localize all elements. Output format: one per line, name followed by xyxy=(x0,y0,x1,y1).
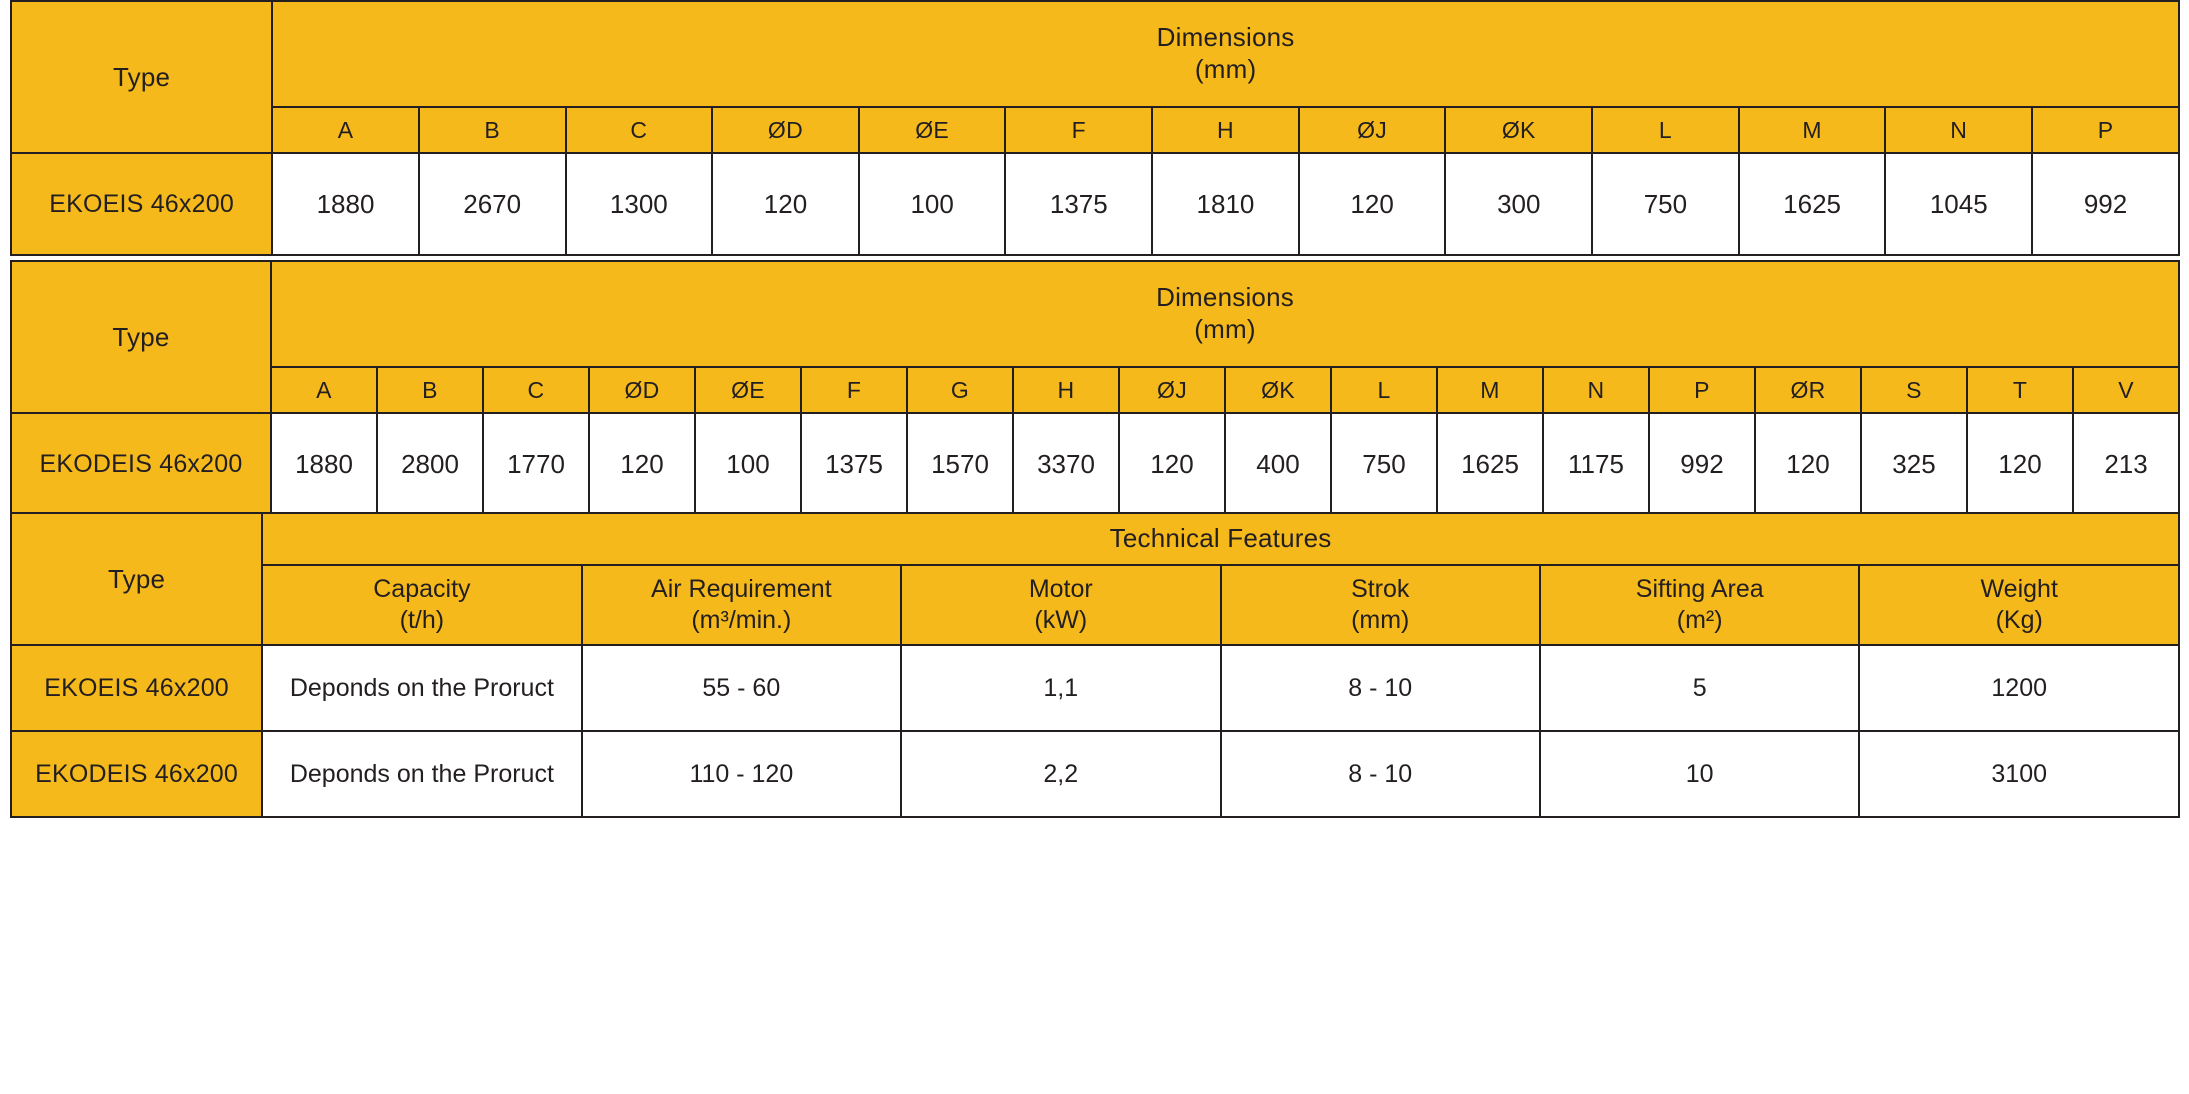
row-label-type: EKODEIS 46x200 xyxy=(11,413,271,515)
capacity-label: Capacity xyxy=(373,574,471,603)
column-header-t: T xyxy=(1967,367,2073,413)
cell-f: 1375 xyxy=(1005,153,1152,255)
table-row xyxy=(11,731,2179,817)
column-header-type: Type xyxy=(11,1,272,153)
dimensions-group-label: Dimensions xyxy=(1156,282,1294,313)
column-header-air-requirement xyxy=(582,565,901,645)
table-header-row-columns xyxy=(11,565,2179,645)
column-header-motor xyxy=(901,565,1220,645)
table-header-row-group xyxy=(11,1,2179,107)
cell-m: 1625 xyxy=(1739,153,1886,255)
column-header-c: C xyxy=(566,107,713,153)
cell-h: 1810 xyxy=(1152,153,1299,255)
cell-od: 120 xyxy=(589,413,695,515)
column-header-capacity xyxy=(262,565,581,645)
cell-g: 1570 xyxy=(907,413,1013,515)
table-row xyxy=(11,153,2179,255)
table-header-row-columns xyxy=(11,107,2179,153)
cell-sifting-area: 10 xyxy=(1540,731,1859,817)
column-header-f: F xyxy=(801,367,907,413)
column-header-s: S xyxy=(1861,367,1967,413)
column-header-ok: ØK xyxy=(1225,367,1331,413)
column-header-p: P xyxy=(1649,367,1755,413)
column-header-technical-features-group: Technical Features xyxy=(262,513,2179,565)
cell-s: 325 xyxy=(1861,413,1967,515)
column-header-or: ØR xyxy=(1755,367,1861,413)
dimensions-group-unit: (mm) xyxy=(1194,54,1257,84)
column-header-sifting-area xyxy=(1540,565,1859,645)
cell-capacity: Deponds on the Proruct xyxy=(262,645,581,731)
cell-air-requirement: 110 - 120 xyxy=(582,731,901,817)
cell-oe: 100 xyxy=(859,153,1006,255)
column-header-n: N xyxy=(1543,367,1649,413)
column-header-oj: ØJ xyxy=(1299,107,1446,153)
weight-unit: (Kg) xyxy=(1995,606,2043,634)
cell-sifting-area: 5 xyxy=(1540,645,1859,731)
cell-motor: 2,2 xyxy=(901,731,1220,817)
table-header-row-group xyxy=(11,513,2179,565)
cell-h: 3370 xyxy=(1013,413,1119,515)
row-label-type: EKOEIS 46x200 xyxy=(11,645,262,731)
column-header-type: Type xyxy=(11,261,271,413)
cell-v: 213 xyxy=(2073,413,2179,515)
cell-oj: 120 xyxy=(1299,153,1446,255)
column-header-a: A xyxy=(271,367,377,413)
dimensions-table-ekodeis xyxy=(10,260,2180,516)
cell-od: 120 xyxy=(712,153,859,255)
cell-oe: 100 xyxy=(695,413,801,515)
cell-p: 992 xyxy=(2032,153,2179,255)
motor-label: Motor xyxy=(1028,574,1093,603)
dimensions-group-label: Dimensions xyxy=(1156,22,1295,53)
cell-motor: 1,1 xyxy=(901,645,1220,731)
cell-a: 1880 xyxy=(272,153,419,255)
cell-t: 120 xyxy=(1967,413,2073,515)
capacity-unit: (t/h) xyxy=(399,606,445,634)
dimensions-table-block-ekoeis xyxy=(10,0,2180,256)
cell-oj: 120 xyxy=(1119,413,1225,515)
sifting-area-label: Sifting Area xyxy=(1635,574,1764,603)
cell-p: 992 xyxy=(1649,413,1755,515)
column-header-dimensions-group xyxy=(272,1,2179,107)
column-header-h: H xyxy=(1013,367,1119,413)
technical-features-table-block xyxy=(10,512,2180,818)
cell-strok: 8 - 10 xyxy=(1221,731,1540,817)
column-header-oe: ØE xyxy=(859,107,1006,153)
row-label-type: EKOEIS 46x200 xyxy=(11,153,272,255)
cell-weight: 3100 xyxy=(1859,731,2179,817)
column-header-strok xyxy=(1221,565,1540,645)
column-header-oj: ØJ xyxy=(1119,367,1225,413)
cell-b: 2670 xyxy=(419,153,566,255)
cell-m: 1625 xyxy=(1437,413,1543,515)
column-header-b: B xyxy=(377,367,483,413)
column-header-p: P xyxy=(2032,107,2179,153)
dimensions-table-block-ekodeis xyxy=(10,260,2180,516)
cell-ok: 400 xyxy=(1225,413,1331,515)
column-header-ok: ØK xyxy=(1445,107,1592,153)
column-header-b: B xyxy=(419,107,566,153)
strok-unit: (mm) xyxy=(1351,606,1410,634)
column-header-v: V xyxy=(2073,367,2179,413)
cell-c: 1300 xyxy=(566,153,713,255)
strok-label: Strok xyxy=(1351,574,1410,603)
motor-unit: (kW) xyxy=(1034,606,1088,634)
weight-label: Weight xyxy=(1980,574,2058,603)
column-header-weight xyxy=(1859,565,2179,645)
table-header-row-group xyxy=(11,261,2179,367)
cell-or: 120 xyxy=(1755,413,1861,515)
table-row xyxy=(11,413,2179,515)
cell-a: 1880 xyxy=(271,413,377,515)
dimensions-table-ekoeis xyxy=(10,0,2180,256)
column-header-l: L xyxy=(1331,367,1437,413)
technical-features-table xyxy=(10,512,2180,818)
table-header-row-columns xyxy=(11,367,2179,413)
column-header-a: A xyxy=(272,107,419,153)
column-header-type: Type xyxy=(11,513,262,645)
column-header-dimensions-group xyxy=(271,261,2179,367)
column-header-od: ØD xyxy=(589,367,695,413)
cell-n: 1175 xyxy=(1543,413,1649,515)
sifting-area-unit: (m²) xyxy=(1676,606,1723,634)
cell-weight: 1200 xyxy=(1859,645,2179,731)
column-header-oe: ØE xyxy=(695,367,801,413)
column-header-c: C xyxy=(483,367,589,413)
cell-n: 1045 xyxy=(1885,153,2032,255)
column-header-l: L xyxy=(1592,107,1739,153)
column-header-g: G xyxy=(907,367,1013,413)
cell-b: 2800 xyxy=(377,413,483,515)
column-header-od: ØD xyxy=(712,107,859,153)
table-row xyxy=(11,645,2179,731)
column-header-m: M xyxy=(1437,367,1543,413)
dimensions-group-unit: (mm) xyxy=(1194,314,1256,344)
cell-l: 750 xyxy=(1592,153,1739,255)
column-header-h: H xyxy=(1152,107,1299,153)
cell-l: 750 xyxy=(1331,413,1437,515)
air-requirement-unit: (m³/min.) xyxy=(691,606,792,634)
cell-c: 1770 xyxy=(483,413,589,515)
air-requirement-label: Air Requirement xyxy=(651,574,832,603)
cell-capacity: Deponds on the Proruct xyxy=(262,731,581,817)
cell-strok: 8 - 10 xyxy=(1221,645,1540,731)
column-header-f: F xyxy=(1005,107,1152,153)
cell-f: 1375 xyxy=(801,413,907,515)
column-header-n: N xyxy=(1885,107,2032,153)
row-label-type: EKODEIS 46x200 xyxy=(11,731,262,817)
cell-ok: 300 xyxy=(1445,153,1592,255)
cell-air-requirement: 55 - 60 xyxy=(582,645,901,731)
column-header-m: M xyxy=(1739,107,1886,153)
